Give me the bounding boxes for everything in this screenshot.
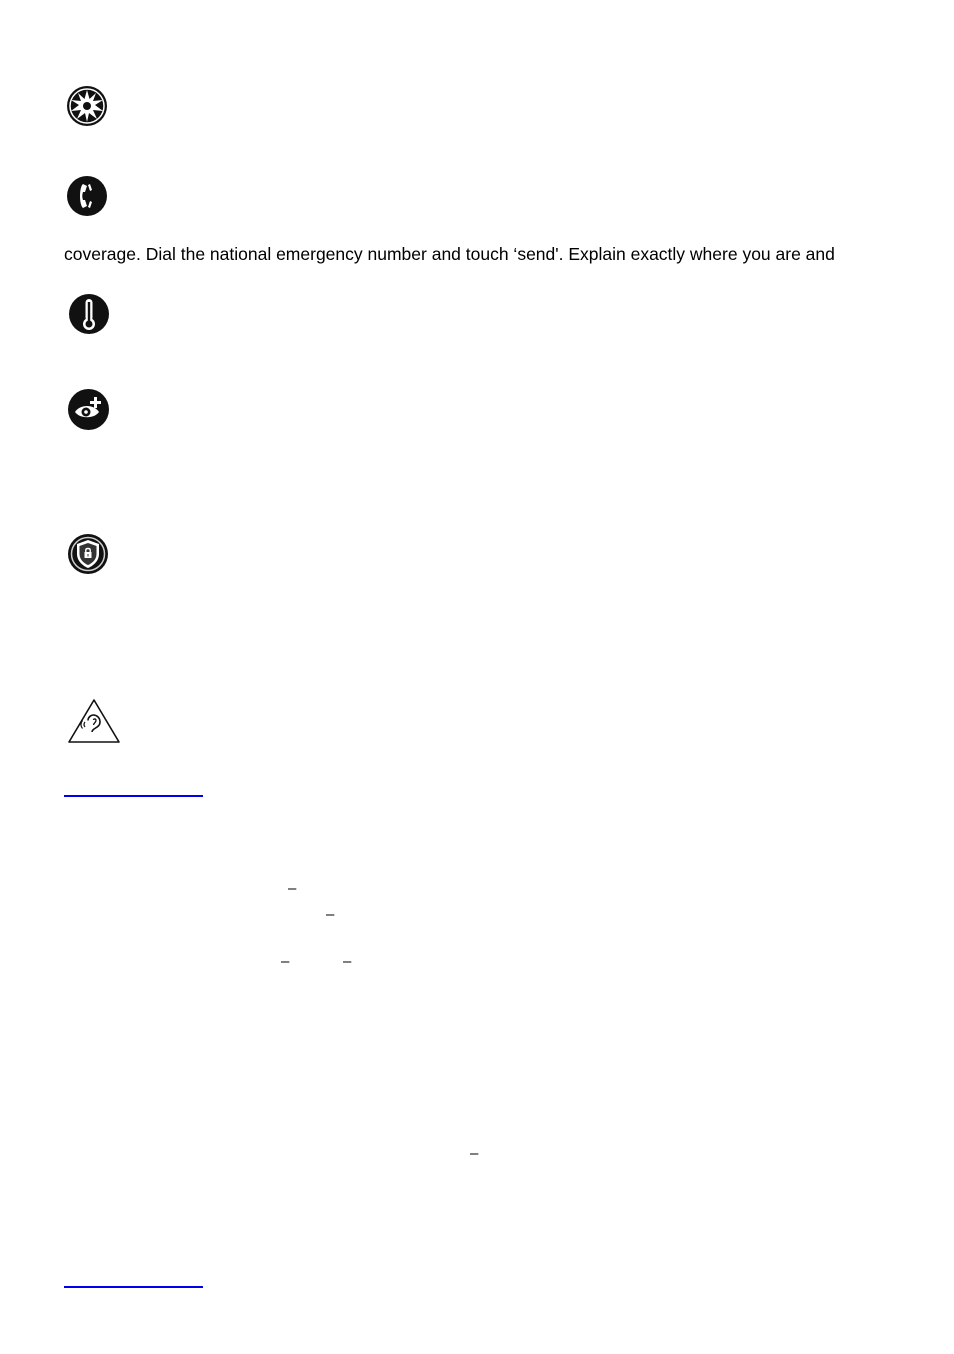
body-text-line: coverage. Dial the national emergency number and touch ‘send'. Explain exactly where you are and: [64, 244, 835, 264]
section-rule: [64, 1286, 203, 1288]
explosion-hazard-icon: [66, 85, 108, 127]
security-shield-icon: [67, 533, 109, 575]
dash-mark: –: [470, 1145, 479, 1162]
emergency-call-icon: [66, 175, 108, 217]
dash-mark: –: [288, 880, 297, 897]
dash-mark: –: [343, 953, 352, 970]
dash-mark: –: [281, 953, 290, 970]
temperature-icon: [68, 293, 110, 335]
section-rule: [64, 795, 203, 797]
dash-mark: –: [326, 906, 335, 923]
eye-safety-icon: [67, 388, 110, 431]
hearing-warning-icon: [67, 698, 121, 744]
